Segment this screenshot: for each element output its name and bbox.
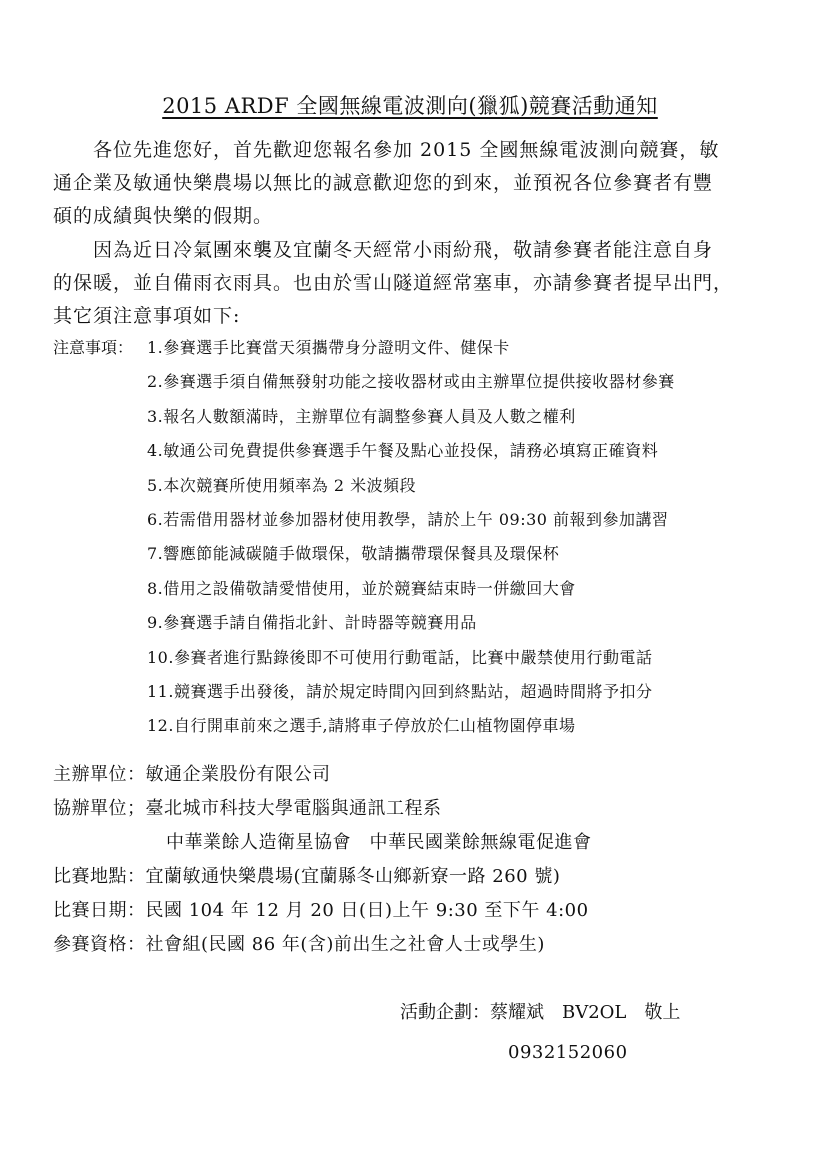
- eligibility-label: 參賽資格：: [53, 934, 146, 955]
- note-item: 1.參賽選手比賽當天須攜帶身分證明文件、健保卡: [147, 338, 510, 357]
- note-item: 8.借用之設備敬請愛惜使用，並於競賽結束時一併繳回大會: [147, 578, 576, 598]
- co-organizer-value-2: 中華業餘人造衛星協會 中華民國業餘無線電促進會: [166, 832, 592, 853]
- weather-line: 其它須注意事項如下:: [53, 305, 241, 327]
- co-organizer-label: 協辦單位；: [53, 798, 146, 819]
- organizer-value: 敏通企業股份有限公司: [145, 764, 331, 785]
- note-item: 9.參賽選手請自備指北針、計時器等競賽用品: [147, 613, 477, 633]
- notes-list: [147, 336, 675, 749]
- note-item: 2.參賽選手須自備無發射功能之接收器材或由主辦單位提供接收器材參賽: [147, 372, 675, 392]
- date-value: 民國 104 年 12 月 20 日(日)上午 9:30 至下午 4:00: [145, 900, 589, 921]
- contact-phone: 0932152060: [508, 1042, 628, 1063]
- note-item: 11.競賽選手出發後，請於規定時間內回到終點站，超過時間將予扣分: [147, 681, 653, 701]
- note-item: 12.自行開車前來之選手,請將車子停放於仁山植物園停車場: [147, 716, 576, 736]
- weather-paragraph: [53, 234, 773, 333]
- intro-paragraph: [53, 134, 773, 233]
- intro-line: 碩的成績與快樂的假期。: [53, 205, 274, 227]
- notice-title: [0, 90, 820, 120]
- note-item: 6.若需借用器材並參加器材使用教學，請於上午 09:30 前報到參加講習: [147, 509, 669, 529]
- notice-title-text: 2015 ARDF 全國無線電波測向(獵狐)競賽活動通知: [162, 94, 658, 118]
- notes-label: 注意事項：: [53, 338, 134, 357]
- weather-line: 的保暖，並自備雨衣雨具。也由於雪山隧道經常塞車，亦請參賽者提早出門，: [53, 272, 734, 294]
- note-item: 4.敏通公司免費提供參賽選手午餐及點心並投保，請務必填寫正確資料: [147, 441, 659, 461]
- date-row: [53, 898, 589, 924]
- venue-row: [53, 864, 560, 890]
- co-organizer-value: 臺北城市科技大學電腦與通訊工程系: [145, 798, 442, 819]
- eligibility-row: [53, 932, 545, 958]
- intro-line: 通企業及敏通快樂農場以無比的誠意歡迎您的到來，並預祝各位參賽者有豐: [53, 172, 714, 194]
- note-item: 3.報名人數額滿時，主辦單位有調整參賽人員及人數之權利: [147, 406, 576, 426]
- planner-signature: 活動企劃：蔡耀斌 BV2OL 敬上: [400, 1002, 681, 1023]
- note-item: 5.本次競賽所使用頻率為 2 米波頻段: [147, 475, 417, 495]
- note-item: 10.參賽者進行點錄後即不可使用行動電話，比賽中嚴禁使用行動電話: [147, 647, 653, 667]
- venue-label: 比賽地點：: [53, 866, 146, 887]
- intro-line: 各位先進您好，首先歡迎您報名參加 2015 全國無線電波測向競賽，敏: [53, 139, 720, 161]
- organizer-label: 主辦單位：: [53, 764, 146, 785]
- venue-value: 宜蘭敏通快樂農場(宜蘭縣冬山鄉新寮一路 260 號): [145, 866, 561, 887]
- co-organizer-row: [53, 796, 442, 822]
- eligibility-value: 社會組(民國 86 年(含)前出生之社會人士或學生): [145, 934, 545, 955]
- organizer-row: [53, 762, 331, 788]
- note-item: 7.響應節能減碳隨手做環保，敬請攜帶環保餐具及環保杯: [147, 544, 560, 564]
- date-label: 比賽日期：: [53, 900, 146, 921]
- weather-line: 因為近日冷氣團來襲及宜蘭冬天經常小雨紛飛，敬請參賽者能注意自身: [53, 239, 714, 261]
